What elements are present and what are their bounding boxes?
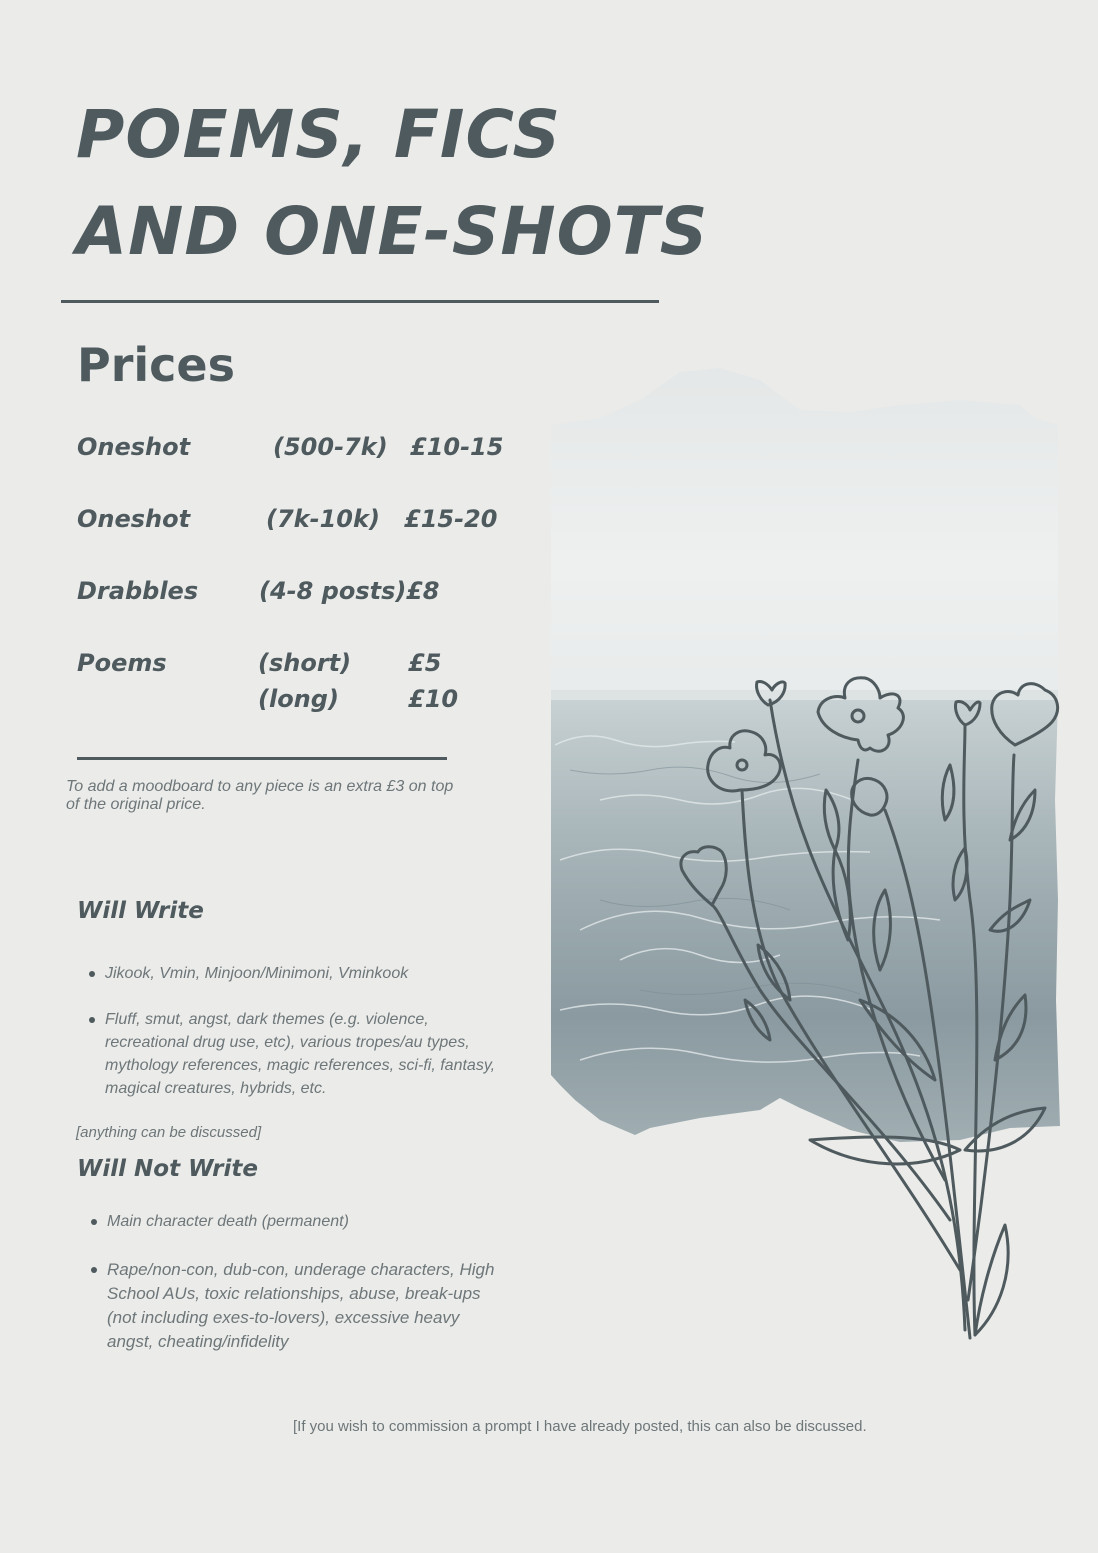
- price-row-4-name: Poems: [77, 649, 167, 677]
- will-write-heading: Will Write: [77, 898, 204, 924]
- will-not-write-heading: Will Not Write: [77, 1156, 258, 1182]
- prices-heading: Prices: [77, 338, 236, 392]
- price-row-3-price: £8: [406, 577, 440, 605]
- price-row-3-name: Drabbles: [77, 577, 199, 605]
- price-row-5-range: (long): [258, 685, 339, 713]
- price-row-1-range: (500-7k): [273, 433, 388, 461]
- price-row-5-price: £10: [408, 685, 459, 713]
- will-not-write-item: Rape/non-con, dub-con, underage characters, High School AUs, toxic relationships, abuse, break-ups (not including exes-to-lovers), excessive heavy angst, cheating/infidelity: [107, 1258, 502, 1354]
- price-row-1-price: £10-15: [410, 433, 504, 461]
- title-line-2: AND ONE-SHOTS: [76, 193, 709, 270]
- price-row-4-range: (short): [258, 649, 352, 677]
- price-row-2-name: Oneshot: [77, 505, 191, 533]
- title-line-1: POEMS, FICS: [76, 96, 562, 173]
- will-write-item: Fluff, smut, angst, dark themes (e.g. violence, recreational drug use, etc), various tropes/au types, mythology references, magic references, sci-fi, fantasy, magical creatures, hybrids, etc.: [105, 1008, 500, 1100]
- will-not-write-item: Main character death (permanent): [107, 1210, 502, 1233]
- price-row-2-price: £15-20: [404, 505, 498, 533]
- price-row-4-price: £5: [408, 649, 442, 677]
- footer-note: [If you wish to commission a prompt I have already posted, this can also be discussed.: [293, 1418, 867, 1435]
- price-row-2-range: (7k-10k): [266, 505, 380, 533]
- moodboard-note: To add a moodboard to any piece is an extra £3 on top of the original price.: [66, 778, 454, 813]
- will-write-item: Jikook, Vmin, Minjoon/Minimoni, Vminkook: [105, 962, 500, 985]
- price-row-1-name: Oneshot: [77, 433, 191, 461]
- price-row-3-range: (4-8 posts): [259, 577, 407, 605]
- will-write-note: [anything can be discussed]: [76, 1124, 262, 1141]
